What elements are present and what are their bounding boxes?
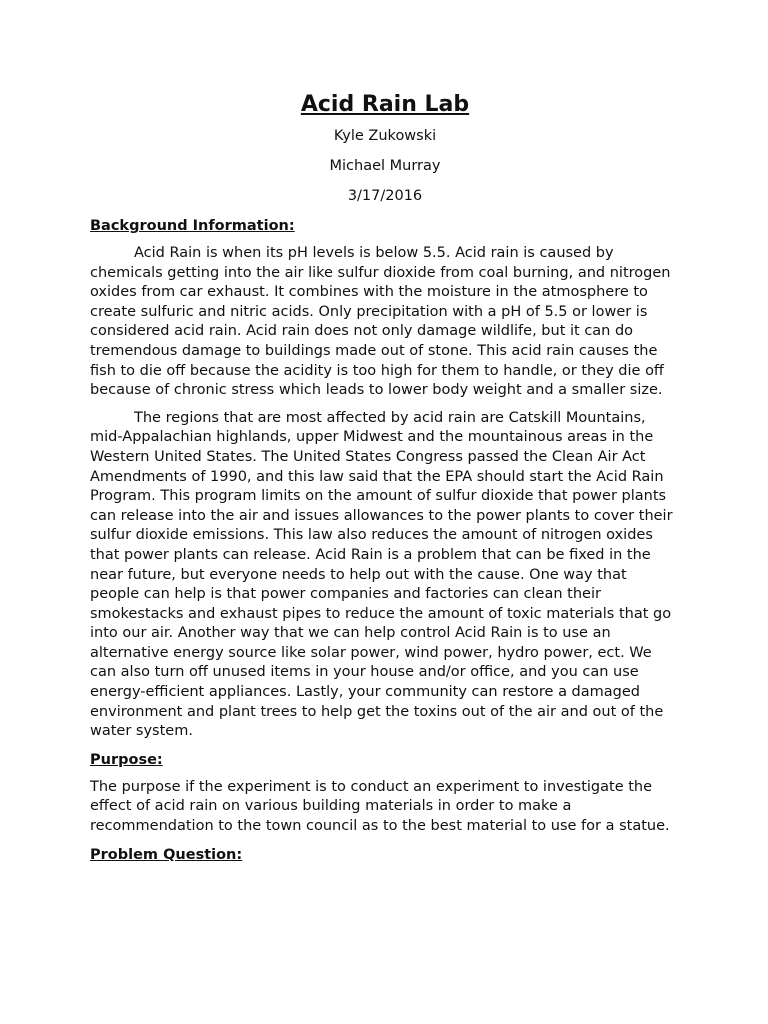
paragraph: The purpose if the experiment is to conduct an experiment to investigate the effect of acid rain on various building materials in order to make a recommendation to the town council as to the best material to use for a statue. <box>90 778 670 835</box>
document-page <box>90 90 680 873</box>
section-heading-background: Background Information: <box>90 218 295 234</box>
document-title: Acid Rain Lab <box>300 92 470 117</box>
author-name: Michael Murray <box>329 158 441 174</box>
section-heading-purpose: Purpose: <box>90 751 163 768</box>
section-heading-problem-question: Problem Question: <box>90 846 243 863</box>
author-name: Kyle Zukowski <box>333 128 437 144</box>
paragraph: Acid Rain is when its pH levels is below 5.5. Acid rain is caused by chemicals getting into the air like sulfur dioxide from coal burning, and nitrogen oxides from car exhaust. It combines with the moisture in the atmosphere to create sulfuric and nitric acids. Only precipitation with a pH of 5.5 or lower is considered acid rain. Acid rain does not only damage wildlife, but it can do tremendous damage to buildings made out of stone. This acid rain causes the fish to die off because the acidity is too high for them to handle, or they die off because of chronic stress which leads to lower body weight and a smaller size. <box>90 245 671 399</box>
paragraph: The regions that are most affected by acid rain are Catskill Mountains, mid-Appalachian highlands, upper Midwest and the mountainous areas in the Western United States. The United States Congress passed the Clean Air Act Amendments of 1990, and this law said that the EPA should start the Acid Rain Program. This program limits on the amount of sulfur dioxide that power plants can release into the air and issues allowances to the power plants to cover their sulfur dioxide emissions. This law also reduces the amount of nitrogen oxides that power plants can release. Acid Rain is a problem that can be fixed in the near future, but everyone needs to help out with the cause. One way that people can help is that power companies and factories can clean their smokestacks and exhaust pipes to reduce the amount of toxic materials that go into our air. Another way that we can help control Acid Rain is to use an alternative energy source like solar power, wind power, hydro power, ect. We can also turn off unused items in your house and/or office, and you can use energy-efficient appliances. Lastly, your community can restore a damaged environment and plant trees to help get the toxins out of the air and out of the water system. <box>90 409 673 740</box>
document-date: 3/17/2016 <box>347 188 423 204</box>
